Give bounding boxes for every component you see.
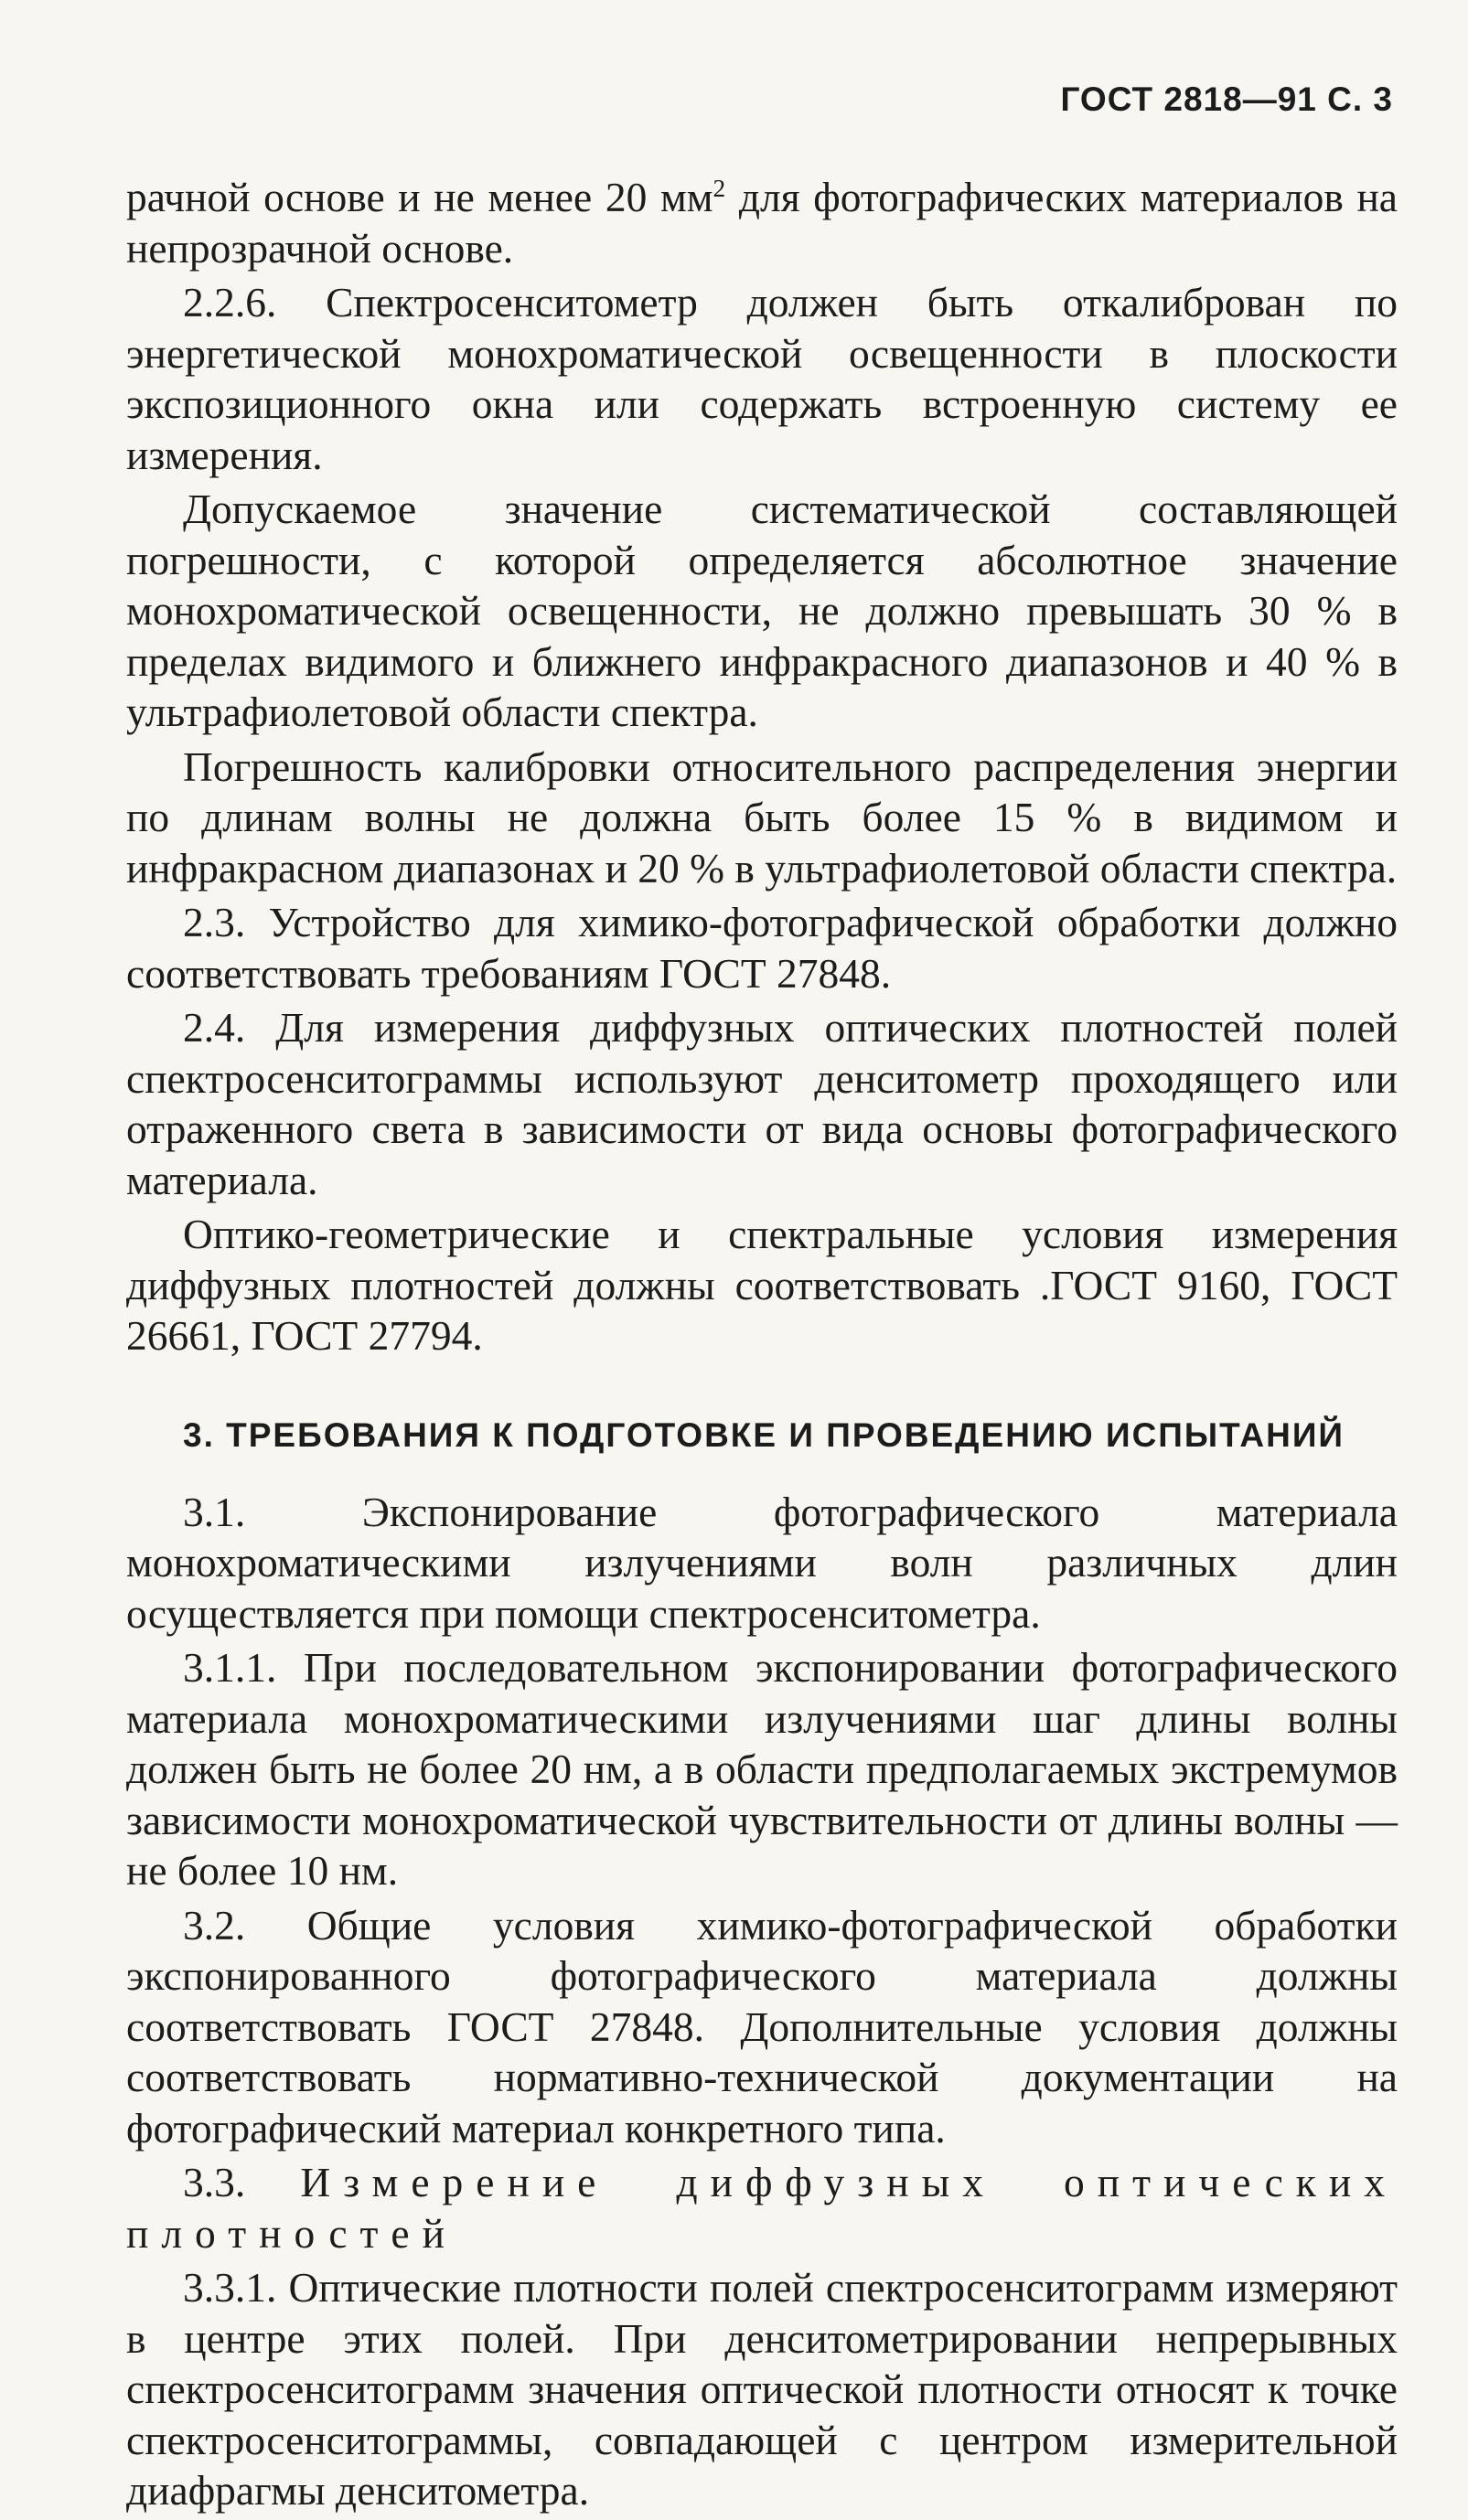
paragraph-calibration-error: Погрешность калибровки относительного распределения энергии по длинам волны не должна быть более 15 % в видимом и инфракрасном диапазонах и 20 % в ультрафиолетовой области спектра. (126, 742, 1398, 892)
superscript: 2 (713, 174, 726, 202)
paragraph-2-3: 2.3. Устройство для химико-фотографической обработки должно соответствовать требованиям ГОСТ 27848. (126, 899, 1398, 997)
paragraph-optic-conditions: Оптико-геометрические и спектральные условия измерения диффузных плотностей должны соответствовать .ГОСТ 9160, ГОСТ 26661, ГОСТ 27794. (126, 1211, 1398, 1359)
page-header: ГОСТ 2818—91 С. 3 (1060, 80, 1393, 118)
paragraph-text: для фотографических материалов на непрозрачной основе. (126, 174, 1398, 272)
section-heading: 3. ТРЕБОВАНИЯ К ПОДГОТОВКЕ И ПРОВЕДЕНИЮ ИСПЫТАНИЙ (183, 1415, 1345, 1454)
paragraph-3-3 (126, 2157, 1398, 2258)
paragraph-3-2: 3.2. Общие условия химико-фотографической обработки экспонированного фотографического материала должны соответствовать ГОСТ 27848. Дополнительные условия должны соответствовать нормативно-технической документации на фотографический материал конкретного типа. (126, 1901, 1398, 2152)
paragraph-2-2-6: 2.2.6. Спектросенситометр должен быть откалиброван по энергетической монохроматической освещенности в плоскости экспозиционного окна или содержать встроенную систему ее измерения. (126, 279, 1398, 478)
paragraph-allowed-error: Допускаемое значение систематической составляющей погрешности, с которой определяется абсолютное значение монохроматической освещенности, не должно превышать 30 % в пределах видимого и ближнего инфракрасного диапазонов и 40 % в ультрафиолетовой области спектра. (126, 486, 1398, 735)
paragraph-3-3-1: 3.3.1. Оптические плотности полей спектросенситограмм измеряют в центре этих полей. При денситометрировании непрерывных спектросенситограмм значения оптической плотности относят к точке спектросенситограммы, совпадающей с центром измерительной диафрагмы денситометра. (126, 2264, 1398, 2515)
clause-number: 3.3. (183, 2159, 301, 2206)
paragraph-text: рачной основе и не менее 20 мм (126, 174, 713, 220)
clause-title: Измерение диффузных оптических плотностей (126, 2159, 1398, 2257)
document-body (126, 172, 1398, 2520)
paragraph-3-1-1: 3.1.1. При последовательном экспонировании фотографического материала монохроматическими излучениями шаг длины волны должен быть не более 20 нм, а в области предполагаемых экстремумов зависимости монохроматической чувствительности от длины волны — не более 10 нм. (126, 1644, 1398, 1895)
paragraph-2-4: 2.4. Для измерения диффузных оптических плотностей полей спектросенситограммы используют денситометр проходящего или отраженного света в зависимости от вида основы фотографического материала. (126, 1004, 1398, 1203)
paragraph-continuation (126, 172, 1398, 273)
paragraph-3-1: 3.1. Экспонирование фотографического материала монохроматическими излучениями волн различных длин осуществляется при помощи спектросенситометра. (126, 1488, 1398, 1637)
